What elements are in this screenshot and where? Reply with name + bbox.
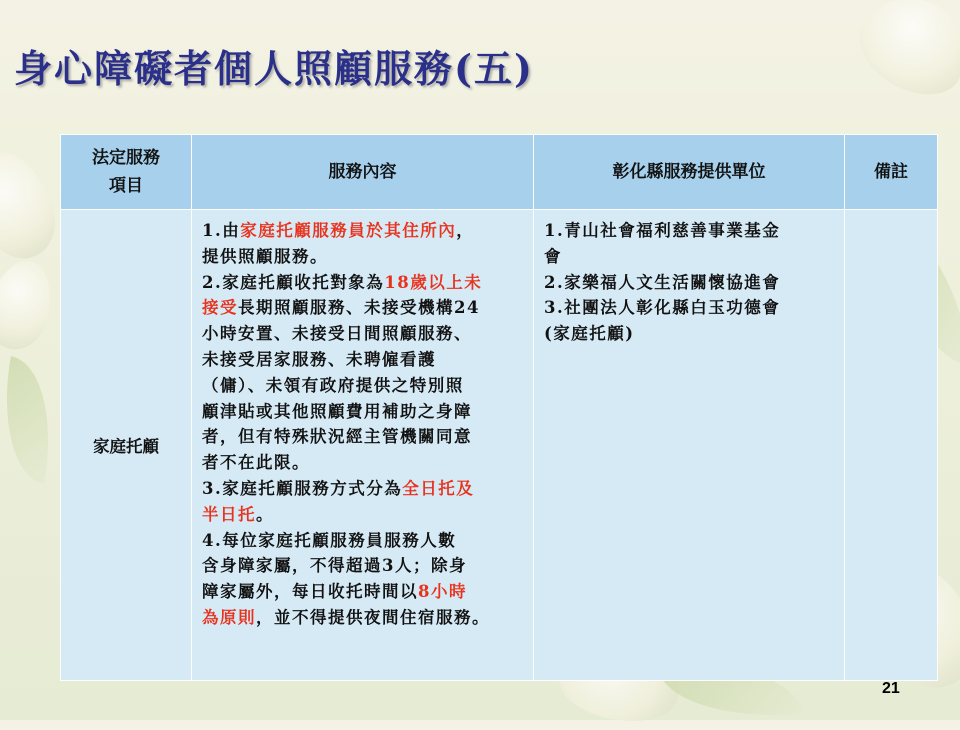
content-line bbox=[202, 476, 529, 502]
content-line bbox=[202, 502, 529, 528]
provider-line: 1.青山社會福利慈善事業基金 bbox=[544, 221, 781, 240]
highlight-text: 接受 bbox=[202, 298, 238, 318]
header-line: 法定服務 bbox=[92, 148, 160, 168]
provider-line: (家庭托顧) bbox=[544, 324, 635, 344]
content-line bbox=[202, 450, 529, 476]
content-text: 3.家庭托顧服務方式分為 bbox=[202, 478, 403, 498]
provider-units-cell bbox=[534, 210, 845, 681]
header-statutory-item bbox=[61, 135, 192, 210]
header-service-content: 服務內容 bbox=[192, 135, 534, 210]
header-provider-units: 彰化縣服務提供單位 bbox=[534, 135, 845, 210]
content-text: 4.每位家庭托顧服務員服務人數 bbox=[202, 530, 457, 550]
service-content-cell bbox=[192, 210, 534, 681]
highlight-text: 為原則 bbox=[202, 607, 256, 627]
content-line bbox=[202, 295, 529, 321]
slide-title: 身心障礙者個人照顧服務(五) bbox=[14, 46, 534, 91]
content-line bbox=[202, 347, 529, 373]
content-text: ， bbox=[456, 221, 475, 240]
content-line bbox=[202, 424, 529, 450]
highlight-text: 8小時 bbox=[418, 582, 467, 602]
content-line bbox=[202, 244, 529, 270]
content-line bbox=[202, 399, 529, 425]
content-text: 長期照顧服務、未接受機構24 bbox=[238, 298, 480, 318]
provider-line: 會 bbox=[544, 246, 562, 266]
content-text: 小時安置、未接受日間照顧服務、 bbox=[202, 324, 472, 344]
content-text: 提供照顧服務。 bbox=[202, 246, 328, 266]
content-line bbox=[202, 270, 529, 296]
header-line: 項目 bbox=[109, 176, 143, 196]
content-text: 。 bbox=[256, 504, 274, 524]
highlight-text: 半日托 bbox=[202, 504, 256, 524]
content-line bbox=[202, 579, 529, 605]
content-text: （傭）、未領有政府提供之特別照 bbox=[202, 375, 464, 395]
content-line bbox=[202, 528, 529, 554]
provider-line: 2.家樂福人文生活關懷協進會 bbox=[544, 272, 781, 292]
content-line bbox=[202, 321, 529, 347]
content-text: 者不在此限。 bbox=[202, 453, 310, 473]
provider-line: 3.社團法人彰化縣白玉功德會 bbox=[544, 298, 781, 318]
service-item-cell: 家庭托顧 bbox=[61, 210, 192, 681]
highlight-text: 18歲以上未 bbox=[384, 272, 483, 292]
content-text: ，並不得提供夜間住宿服務。 bbox=[256, 607, 490, 627]
content-text: 2.家庭托顧收托對象為 bbox=[202, 272, 385, 292]
table-row bbox=[61, 210, 938, 681]
table-header-row bbox=[61, 135, 938, 210]
content-text: 1.由 bbox=[202, 221, 241, 240]
page-number: 21 bbox=[882, 680, 900, 697]
remarks-cell bbox=[845, 210, 938, 681]
content-text: 障家屬外，每日收托時間以 bbox=[202, 582, 418, 602]
highlight-text: 家庭托顧服務員於其住所內 bbox=[240, 221, 457, 240]
content-line bbox=[202, 218, 529, 244]
content-line bbox=[202, 553, 529, 579]
content-text: 未接受居家服務、未聘僱看護 bbox=[202, 349, 436, 369]
content-text: 顧津貼或其他照顧費用補助之身障 bbox=[202, 401, 472, 421]
content-line bbox=[202, 605, 529, 631]
content-line bbox=[202, 373, 529, 399]
header-remarks: 備註 bbox=[845, 135, 938, 210]
highlight-text: 全日托及 bbox=[402, 478, 475, 498]
content-text: 含身障家屬，不得超過3人；除身 bbox=[202, 556, 467, 576]
service-table bbox=[60, 134, 937, 681]
content-text: 者，但有特殊狀況經主管機關同意 bbox=[202, 427, 472, 447]
